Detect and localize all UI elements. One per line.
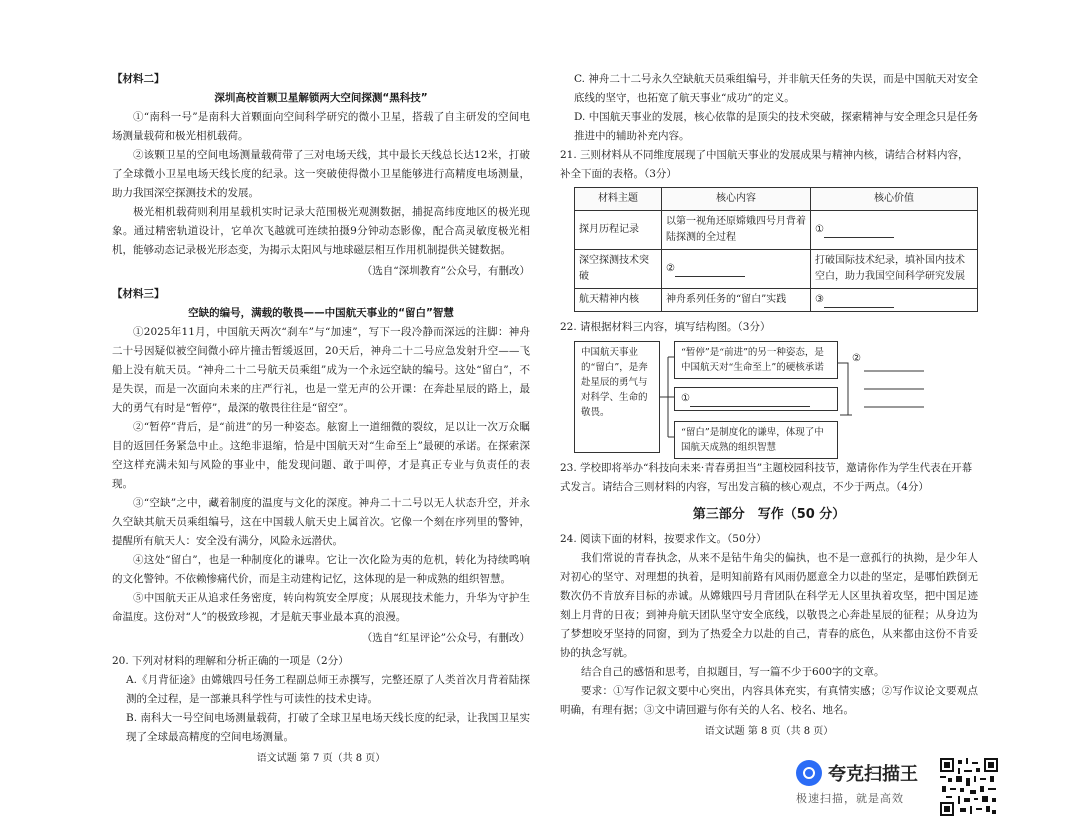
material-2-source: （选自“深圳教育”公众号，有删改） [361,265,530,277]
question-24-requirements: 要求：①写作记叙文要中心突出，内容具体充实，有真情实感；②写作议论文要观点明确，有理有据；③文中请回避与你有关的人名、校名、地名。 [560,685,978,716]
question-20-option-c: C. 神舟二十二号永久空缺航天员乘组编号，并非航天任务的失误，而是中国航天对安全底线的坚守，也拓宽了航天事业“成功”的定义。 [574,73,978,104]
answer-blank [824,295,894,308]
material-3-para-1: ①2025年11月，中国航天两次“刹车”与“加速”，写下一段冷静而深远的注脚：神舟二十号因疑似被空间微小碎片撞击暂缓返回，20天后，神舟二十二号应急发射升空——飞船上没有航天员。“神舟二十二号航天员乘组”成为一个永远空缺的编号。这处“留白”，不是失误，而是一次面向未来的庄严行礼，也是一堂无声的公开课：在奔赴星辰的路上，最大的勇气有时是“暂停”，最深的敬畏往往是“留空”。 [112,326,530,414]
question-24-task: 结合自己的感悟和思考，自拟题目，写一篇不少于600字的文章。 [581,666,885,678]
answer-blank [675,264,745,277]
qr-code-icon [940,758,998,816]
page-left [112,70,530,768]
diagram-node-right-number: ② [852,353,861,364]
brand-slogan: 极速扫描，就是高效 [796,792,904,805]
brand-row [796,760,936,786]
table-row [575,211,978,250]
blank-number: ① [815,224,824,235]
brand-name: 夸克扫描王 [828,764,918,785]
diagram-node-bottom: “留白”是制度化的谦卑，体现了中国航天成熟的组织智慧 [674,421,838,459]
blank-number: ① [681,393,690,404]
table-header-cell: 材料主题 [575,188,662,211]
material-2-para-3: 极光相机载荷则利用星载机实时记录大范围极光观测数据，捕捉高纬度地区的极光现象。通过精密轨道设计，它单次飞越就可连续拍摄9分钟动态影像，配合高灵敏度极光相机，能够动态记录极光形态变，为揭示太阳风与地球磁层相互作用机制提供关键数据。 [112,206,530,256]
table-cell: 以第一视角还原嫦娥四号月背着陆探测的全过程 [662,211,811,250]
diagram-node-top: “暂停”是“前进”的另一种姿态，是中国航天对“生命至上”的硬核承诺 [674,341,838,379]
table-cell: 打破国际技术纪录，填补国内技术空白，助力我国空间科学研究发展 [811,250,978,289]
question-23: 23. 学校即将举办“科技向未来·青春勇担当”主题校园科技节，邀请你作为学生代表在开幕式发言。请结合三则材料的内容，写出发言稿的核心观点，不少于两点。（4分） [560,462,973,493]
section-title-writing: 第三部分 写作（50 分） [692,507,846,522]
blank-number: ③ [815,294,824,305]
question-24: 24. 阅读下面的材料，按要求作文。（50分） [560,533,767,545]
material-3-para-3: ③“空缺”之中，藏着制度的温度与文化的深度。神舟二十二号以无人状态升空，并永久空缺其航天员乘组编号，这在中国载人航天史上属首次。它像一个刻在序列里的警钟，提醒所有航天人：安全没有满分，风险永远潜伏。 [112,497,530,547]
table-header-cell: 核心价值 [811,188,978,211]
question-20-option-d: D. 中国航天事业的发展，核心依靠的是顶尖的技术突破，探索精神与安全理念只是任务推进中的辅助补充内容。 [574,111,978,142]
answer-blank [690,394,810,407]
material-3-para-2: ②“暂停”背后，是“前进”的另一种姿态。舷窗上一道细微的裂纹，足以让一次万众瞩目的返回任务紧急中止。这绝非退缩，恰是中国航天对“生命至上”最硬的承诺。在探索深空这样充满未知与风险的事业中，能发现问题、敢于叫停，才是真正专业与负责任的表现。 [112,421,530,490]
page-right [560,70,978,741]
page-footer-left: 语文试题 第 7 页（共 8 页） [256,753,386,764]
table-cell-blank [662,250,811,289]
table-row [575,289,978,312]
question-21-table [574,187,978,312]
table-header-row [575,188,978,211]
table-header-cell: 核心内容 [662,188,811,211]
diagram-root-node: 中国航天事业的“留白”，是奔赴星辰的勇气与对科学、生命的敬畏。 [574,341,660,453]
answer-blank [824,225,894,238]
question-20-option-b: B. 南科大一号空间电场测量载荷，打破了全球卫星电场天线长度的纪录，让我国卫星实现了全球最高精度的空间电场测量。 [126,712,530,743]
question-20-option-a: A.《月背征途》由嫦娥四号任务工程副总师王赤撰写，完整还原了人类首次月背着陆探测的全过程，是一部兼具科学性与可读性的技术史诗。 [126,674,530,705]
table-cell: 航天精神内核 [575,289,662,312]
table-cell-blank [811,211,978,250]
material-2-label: 【材料二】 [112,73,165,85]
table-cell: 神舟系列任务的“留白”实践 [662,289,811,312]
material-3-title: 空缺的编号，满载的敬畏——中国航天事业的“留白”智慧 [188,307,454,319]
blank-number: ② [666,263,675,274]
question-21: 21. 三则材料从不同维度展现了中国航天事业的发展成果与精神内核，请结合材料内容，补全下面的表格。（3分） [560,149,969,180]
material-3-para-5: ⑤中国航天正从追求任务密度，转向构筑安全厚度；从展现技术能力，升华为守护生命温度。这份对“人”的极致珍视，才是航天事业最本真的浪漫。 [112,592,530,623]
material-2-title: 深圳高校首颗卫星解锁两大空间探测“黑科技” [214,92,428,104]
quark-logo-icon [796,760,822,786]
material-3-source: （选自“红星评论”公众号，有删改） [361,632,530,644]
material-3-para-4: ④这处“留白”，也是一种制度化的谦卑。它让一次化险为夷的危机，转化为持续鸣响的文化警钟。不依赖惨痛代价，而是主动建构记忆，这体现的是一种成熟的组织智慧。 [112,554,530,585]
table-row [575,250,978,289]
question-22: 22. 请根据材料三内容，填写结构图。（3分） [560,321,771,333]
diagram-node-middle [674,387,838,411]
table-cell-blank [811,289,978,312]
question-20: 20. 下列对材料的理解和分析正确的一项是（2分） [112,655,349,667]
question-24-material: 我们常说的青春执念，从来不是钻牛角尖的偏执，也不是一意孤行的执拗，是少年人对初心的坚守、对理想的执着，是明知前路有风雨仍愿意全力以赴的坚定，是哪怕跌倒无数次仍不肯放弃目标的赤诚。从嫦娥四号月背团队在科学无人区里执着攻坚，把中国足迹刻上月背的日夜；到神舟航天团队坚守安全底线，以敬畏之心奔赴星辰的征程；从身边为了梦想咬牙坚持的同窗，到为了热爱全力以赴的自己，青春的底色，从来都由这份不肯妥协的执念写就。 [560,552,978,659]
table-cell: 深空探测技术突破 [575,250,662,289]
material-2-para-2: ②该颗卫星的空间电场测量载荷带了三对电场天线，其中最长天线总长达12米，打破了全球微小卫星电场天线长度的纪录。这一突破使得微小卫星能够进行高精度电场测量，助力我国深空探测技术的发展。 [112,149,530,199]
page-footer-right: 语文试题 第 8 页（共 8 页） [704,726,834,737]
scanner-watermark [796,760,936,806]
table-cell: 探月历程记录 [575,211,662,250]
material-2-para-1: ①“南科一号”是南科大首颗面向空间科学研究的微小卫星，搭载了自主研发的空间电场测量载荷和极光相机载荷。 [112,111,530,142]
material-3-label: 【材料三】 [112,288,165,300]
structure-diagram [574,341,978,453]
